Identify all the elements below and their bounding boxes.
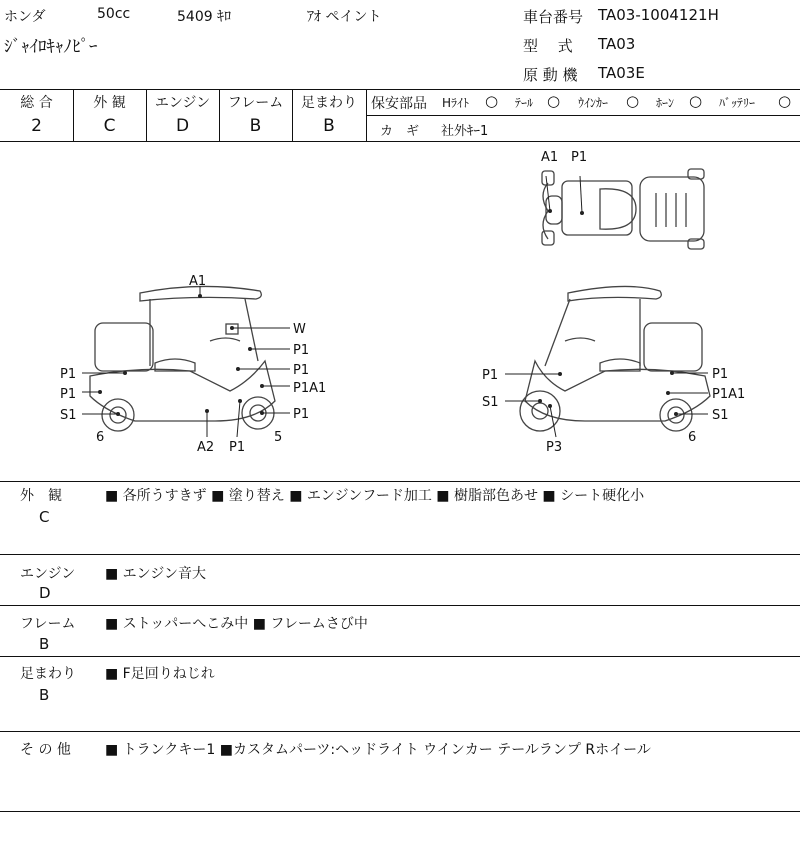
key-label: カ ギ	[380, 124, 420, 139]
frame-value: B	[249, 116, 262, 136]
chassis-label: 車台番号	[523, 8, 584, 26]
maker: ホンダ	[4, 9, 46, 25]
label-top-a1: A1	[541, 150, 559, 165]
label-right-p1a1: P1A1	[712, 387, 746, 402]
exterior-label: 外 観	[93, 95, 126, 111]
label-left-p1: P1	[229, 440, 246, 455]
frame-label: フレーム	[227, 95, 284, 111]
model-name: ｼﾞｬｲﾛｷｬﾉﾋﾟｰ	[4, 37, 98, 57]
engine-grade-value: D	[175, 116, 190, 136]
label-left-p1: P1	[60, 367, 77, 382]
exterior-value: C	[103, 116, 116, 136]
circle-icon: ○	[485, 92, 499, 110]
safety-item-headlight: Hﾗｲﾄ	[442, 96, 470, 110]
label-left-p1: P1	[293, 407, 310, 422]
chassis-value: TA03-1004121H	[598, 6, 719, 24]
engine-grade-label: エンジン	[154, 95, 211, 111]
left-side-scooter	[90, 286, 275, 431]
suspension-value: B	[323, 116, 335, 136]
engine-value: TA03E	[598, 64, 645, 82]
damage-diagram	[0, 141, 800, 481]
right-side-scooter	[520, 286, 710, 431]
safety-item-battery: ﾊﾞｯﾃﾘｰ	[719, 96, 756, 110]
label-left-p1: P1	[60, 387, 77, 402]
safety-item-winker: ｳｲﾝｶｰ	[578, 96, 609, 110]
label-left-p1: P1	[293, 343, 310, 358]
label-top-p1: P1	[571, 150, 588, 165]
label-right-6: 6	[688, 430, 697, 445]
engine-label: 原 動 機	[523, 66, 578, 84]
label-right-s1: S1	[482, 395, 499, 410]
key-value: 社外ｷｰ1	[441, 124, 489, 139]
safety-title: 保安部品	[371, 96, 427, 112]
safety-item-horn: ﾎｰﾝ	[656, 96, 675, 110]
label-left-s1: S1	[60, 408, 77, 423]
color: ｱｵ ペイント	[307, 9, 382, 25]
label-left-a1: A1	[189, 274, 207, 289]
suspension-label: 足まわり	[301, 95, 357, 111]
label-left-w: W	[293, 322, 306, 337]
mileage: 5409 ｷﾛ	[177, 9, 232, 25]
type-label: 型 式	[523, 37, 573, 55]
label-left-5: 5	[274, 430, 283, 445]
circle-icon: ○	[778, 92, 792, 110]
label-left-a2: A2	[197, 440, 215, 455]
label-right-p1: P1	[482, 368, 499, 383]
top-view-scooter	[542, 169, 704, 249]
circle-icon: ○	[626, 92, 640, 110]
label-left-p1: P1	[293, 363, 310, 378]
label-left-6: 6	[96, 430, 105, 445]
overall-value: 2	[31, 116, 42, 136]
safety-item-tail: ﾃｰﾙ	[515, 96, 534, 110]
circle-icon: ○	[547, 92, 561, 110]
label-right-p1: P1	[712, 367, 729, 382]
displacement: 50cc	[97, 6, 131, 22]
label-right-p3: P3	[546, 440, 563, 455]
overall-label: 総 合	[20, 95, 53, 111]
type-value: TA03	[598, 35, 636, 53]
circle-icon: ○	[689, 92, 703, 110]
label-right-s1: S1	[712, 408, 729, 423]
label-left-p1a1: P1A1	[293, 381, 327, 396]
